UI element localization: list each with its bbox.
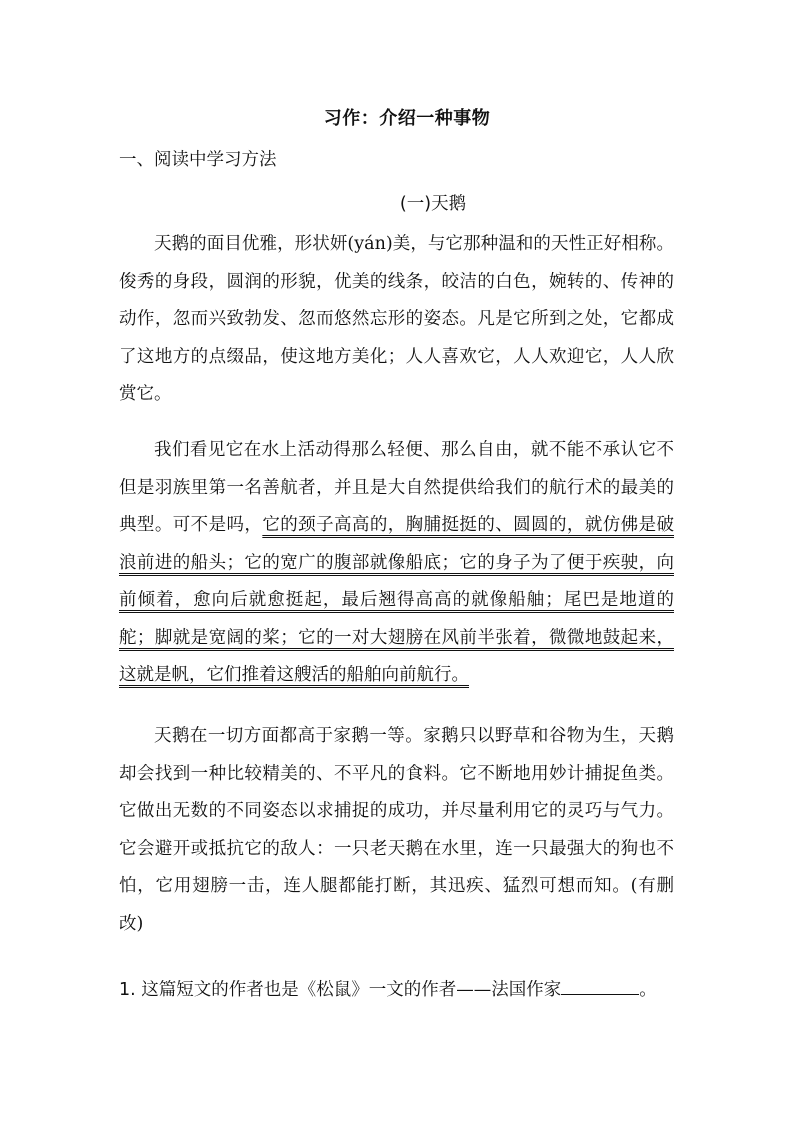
question-1 (119, 976, 679, 1001)
section-heading: 一、阅读中学习方法 (119, 150, 277, 170)
paragraph-3: 天鹅在一切方面都高于家鹅一等。家鹅只以野草和谷物为生，天鹅却会找到一种比较精美的、不平凡的食料。它不断地用妙计捕捉鱼类。它做出无数的不同姿态以求捕捉的成功，并尽量利用它的灵巧与气力。它会避开或抵抗它的敌人：一只老天鹅在水里，连一只最强大的狗也不怕，它用翅膀一击，连人腿都能打断，其迅疾、猛烈可想而知。(有删改) (119, 726, 674, 934)
paragraph-1: 天鹅的面目优雅，形状妍(yán)美，与它那种温和的天性正好相称。俊秀的身段，圆润的形貌，优美的线条，皎洁的白色，婉转的、传神的动作，忽而兴致勃发、忽而悠然忘形的姿态。凡是它所到之处，它都成了这地方的点缀品，使这地方美化；人人喜欢它，人人欢迎它，人人欣赏它。 (119, 234, 674, 404)
question-number: 1. (119, 980, 136, 1000)
question-text: 这篇短文的作者也是《松鼠》一文的作者——法国作家 (141, 980, 562, 1000)
passage-subtitle: (一)天鹅 (399, 194, 467, 214)
paragraph-2-plain: 我们看见它在水上活动得那么轻便、那么自由，就不能不承认它不但是羽族里第一名善航者，并且是大自然提供给我们的航行术的最美的典型。可不是吗， (119, 440, 674, 535)
paragraph-2-underlined: 它的颈子高高的，胸脯挺挺的、圆圆的，就仿佛是破浪前进的船头；它的宽广的腹部就像船底；它的身子为了便于疾驶，向前倾着，愈向后就愈挺起，最后翘得高高的就像船舳；尾巴是地道的舵；脚就是宽阔的桨；它的一对大翅膀在风前半张着，微微地鼓起来，这就是帆，它们推着这艘活的船舶向前航行。 (119, 515, 675, 685)
paragraph-2 (119, 432, 674, 695)
question-end: 。 (639, 980, 657, 1000)
answer-blank[interactable] (561, 978, 639, 995)
document-title: 习作：介绍一种事物 (323, 108, 491, 129)
